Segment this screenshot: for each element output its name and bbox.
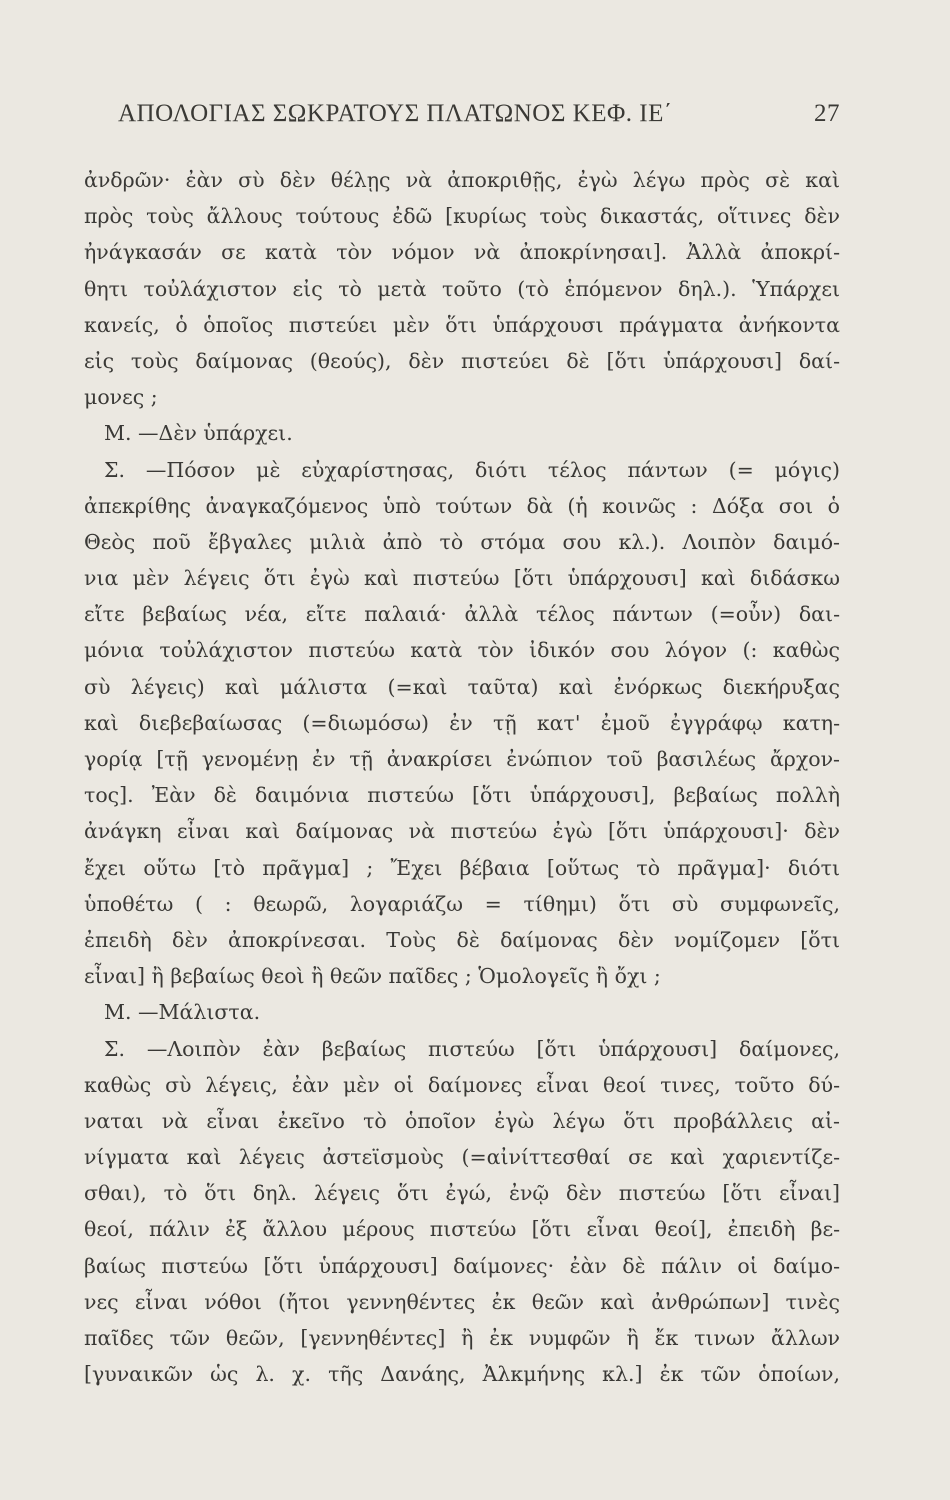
speaker-line-meletus: Μ. —Δὲν ὑπάρχει. bbox=[104, 421, 293, 446]
text-line: θεοί, πάλιν ἐξ ἄλλου μέρους πιστεύω [ὅτι εἶναι θεοί], ἐπειδὴ βε- bbox=[84, 1217, 840, 1242]
text-line: νες εἶναι νόθοι (ἤτοι γεννηθέντες ἐκ θεῶν καὶ ἀνθρώπων] τινὲς bbox=[84, 1289, 840, 1314]
page-number: 27 bbox=[814, 100, 840, 127]
text-line: εἶναι] ἢ βεβαίως θεοὶ ἢ θεῶν παῖδες ; Ὁμολογεῖς ἢ ὄχι ; bbox=[84, 964, 661, 989]
text-line: ἀπεκρίθης ἀναγκαζόμενος ὑπὸ τούτων δὰ (ἡ κοινῶς : Δόξα σοι ὁ bbox=[84, 493, 840, 518]
speaker-line-socrates: Σ. —Λοιπὸν ἐὰν βεβαίως πιστεύω [ὅτι ὑπάρχουσι] δαίμονες, bbox=[104, 1036, 840, 1061]
text-line: βαίως πιστεύω [ὅτι ὑπάρχουσι] δαίμονες· ἐὰν δὲ πάλιν οἱ δαίμο- bbox=[84, 1253, 840, 1278]
text-line: ὑποθέτω ( : θεωρῶ, λογαριάζω = τίθημι) ὅτι σὺ συμφωνεῖς, bbox=[84, 891, 840, 916]
text-line: πρὸς τοὺς ἄλλους τούτους ἐδῶ [κυρίως τοὺς δικαστάς, οἵτινες δὲν bbox=[84, 204, 840, 229]
text-line: μόνια τοὐλάχιστον πιστεύω κατὰ τὸν ἰδικόν σου λόγον (: καθὼς bbox=[84, 638, 840, 663]
speaker-line-socrates: Σ. —Πόσον μὲ εὐχαρίστησας, διότι τέλος πάντων (= μόγις) bbox=[104, 457, 840, 482]
text-line: γορίᾳ [τῇ γενομένῃ ἐν τῇ ἀνακρίσει ἐνώπιον τοῦ βασιλέως ἄρχον- bbox=[84, 747, 840, 771]
text-line: ἀνδρῶν· ἐὰν σὺ δὲν θέλῃς νὰ ἀποκριθῇς, ἐγὼ λέγω πρὸς σὲ καὶ bbox=[84, 168, 840, 192]
running-head-title: ΑΠΟΛΟΓΙΑΣ ΣΩΚΡΑΤΟΥΣ ΠΛΑΤΩΝΟΣ ΚΕΦ. ΙΕ΄ bbox=[118, 100, 673, 127]
text-line: θητι τοὐλάχιστον εἰς τὸ μετὰ τοῦτο (τὸ ἑπόμενον δηλ.). Ὑπάρχει bbox=[84, 276, 840, 301]
text-line: Θεὸς ποῦ ἔβγαλες μιλιὰ ἀπὸ τὸ στόμα σου κλ.). Λοιπὸν δαιμό- bbox=[84, 529, 840, 554]
text-line: ἀνάγκη εἶναι καὶ δαίμονας νὰ πιστεύω ἐγὼ [ὅτι ὑπάρχουσι]· δὲν bbox=[84, 819, 840, 844]
text-line: κανείς, ὁ ὁποῖος πιστεύει μὲν ὅτι ὑπάρχουσι πράγματα ἀνήκοντα bbox=[84, 312, 840, 337]
text-line: σὺ λέγεις) καὶ μάλιστα (=καὶ ταῦτα) καὶ ἐνόρκως διεκήρυξας bbox=[84, 674, 840, 699]
text-line: εἴτε βεβαίως νέα, εἴτε παλαιά· ἀλλὰ τέλος πάντων (=οὖν) δαι- bbox=[84, 602, 840, 627]
text-line: τος]. Ἐὰν δὲ δαιμόνια πιστεύω [ὅτι ὑπάρχουσι], βεβαίως πολλὴ bbox=[84, 783, 840, 808]
text-line: νίγματα καὶ λέγεις ἀστεϊσμοὺς (=αἰνίττεσθαί σε καὶ χαριεντίζε- bbox=[84, 1145, 840, 1170]
text-line: ἠνάγκασάν σε κατὰ τὸν νόμον νὰ ἀποκρίνησαι]. Ἀλλὰ ἀποκρί- bbox=[84, 240, 840, 265]
text-line: ἔχει οὕτω [τὸ πρᾶγμα] ; Ἔχει βέβαια [οὕτως τὸ πρᾶγμα]· διότι bbox=[84, 855, 840, 880]
text-line: ναται νὰ εἶναι ἐκεῖνο τὸ ὁποῖον ἐγὼ λέγω ὅτι προβάλλεις αἰ- bbox=[84, 1108, 840, 1133]
text-line: σθαι), τὸ ὅτι δηλ. λέγεις ὅτι ἐγώ, ἐνῷ δὲν πιστεύω [ὅτι εἶναι] bbox=[84, 1181, 840, 1206]
text-line: εἰς τοὺς δαίμονας (θεούς), δὲν πιστεύει δὲ [ὅτι ὑπάρχουσι] δαί- bbox=[84, 348, 840, 373]
body-text bbox=[84, 162, 840, 1392]
text-line: μονες ; bbox=[84, 385, 158, 410]
running-head bbox=[118, 100, 840, 140]
text-line: ἐπειδὴ δὲν ἀποκρίνεσαι. Τοὺς δὲ δαίμονας δὲν νομίζομεν [ὅτι bbox=[84, 927, 840, 952]
text-line: καὶ διεβεβαίωσας (=διωμόσω) ἐν τῇ κατ' ἐμοῦ ἐγγράφῳ κατη- bbox=[84, 710, 840, 735]
speaker-line-meletus: Μ. —Μάλιστα. bbox=[104, 1000, 261, 1025]
text-line: [γυναικῶν ὡς λ. χ. τῆς Δανάης, Ἀλκμήνης κλ.] ἐκ τῶν ὁποίων, bbox=[84, 1362, 840, 1387]
text-line: νια μὲν λέγεις ὅτι ἐγὼ καὶ πιστεύω [ὅτι ὑπάρχουσι] καὶ διδάσκω bbox=[84, 566, 840, 591]
text-line: καθὼς σὺ λέγεις, ἐὰν μὲν οἱ δαίμονες εἶναι θεοί τινες, τοῦτο δύ- bbox=[84, 1072, 840, 1097]
text-line: παῖδες τῶν θεῶν, [γεννηθέντες] ἢ ἐκ νυμφῶν ἢ ἔκ τινων ἄλλων bbox=[84, 1326, 840, 1350]
